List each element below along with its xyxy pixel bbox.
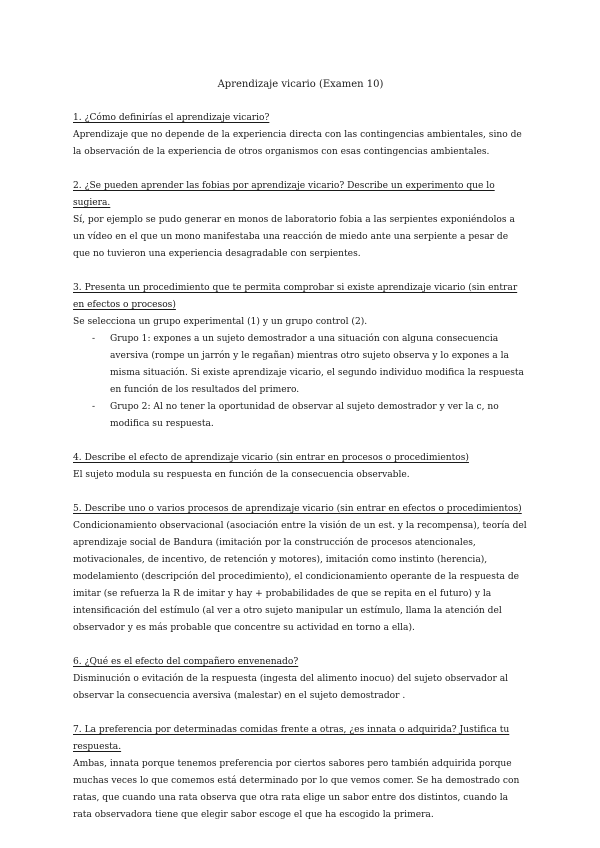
question-6: 6. ¿Qué es el efecto del compañero envenenado?: [73, 657, 299, 667]
question-block-1: [73, 110, 528, 161]
answer-6: Disminución o evitación de la respuesta (ingesta del alimento inocuo) del sujeto observador al observar la consecuencia aversiva (malestar) en el sujeto demostrador .: [73, 674, 509, 701]
question-block-7: [73, 722, 528, 824]
list-item: [92, 399, 528, 433]
answer-3-list: [73, 331, 528, 433]
list-item-text: Grupo 2: Al no tener la oportunidad de observar al sujeto demostrador y ver la c, no modifica su respuesta.: [110, 402, 499, 429]
question-2: 2. ¿Se pueden aprender las fobias por aprendizaje vicario? Describe un experimento que lo sugiera.: [73, 181, 495, 208]
question-1: 1. ¿Cómo definirías el aprendizaje vicario?: [73, 113, 270, 123]
document-title: Aprendizaje vicario (Examen 10): [217, 79, 384, 90]
question-block-4: [73, 450, 528, 484]
answer-3-intro: Se selecciona un grupo experimental (1) y un grupo control (2).: [73, 317, 368, 327]
bullet-marker: -: [92, 402, 96, 412]
question-4: 4. Describe el efecto de aprendizaje vicario (sin entrar en procesos o procedimientos): [73, 453, 469, 463]
question-7: 7. La preferencia por determinadas comidas frente a otras, ¿es innata o adquirida? Justifica tu respuesta.: [73, 725, 510, 752]
bullet-marker: -: [92, 334, 96, 344]
question-block-5: [73, 501, 528, 637]
list-item: [92, 331, 528, 399]
question-block-6: [73, 654, 528, 705]
answer-2: Sí, por ejemplo se pudo generar en monos de laboratorio fobia a las serpientes exponiéndolos a un vídeo en el que un mono manifestaba una reacción de miedo ante una serpiente a pesar de que no tuvieron una experiencia desagradable con serpientes.: [73, 215, 515, 259]
answer-1: Aprendizaje que no depende de la experiencia directa con las contingencias ambientales, sino de la observación de la experiencia de otros organismos con esas contingencias ambientales.: [73, 130, 522, 157]
answer-4: El sujeto modula su respuesta en función de la consecuencia observable.: [73, 470, 410, 480]
question-block-2: [73, 178, 528, 263]
question-3: 3. Presenta un procedimiento que te permita comprobar si existe aprendizaje vicario (sin entrar en efectos o procesos): [73, 283, 518, 310]
list-item-text: Grupo 1: expones a un sujeto demostrador a una situación con alguna consecuencia aversiva (rompe un jarrón y le regañan) mientras otro sujeto observa y lo expones a la misma situación. Si existe aprendizaje vicario, el segundo individuo modifica la respuesta en función de los resultados del primero.: [110, 334, 524, 395]
question-5: 5. Describe uno o varios procesos de aprendizaje vicario (sin entrar en efectos o procedimientos): [73, 504, 522, 514]
question-block-3: [73, 280, 528, 433]
answer-5: Condicionamiento observacional (asociación entre la visión de un est. y la recompensa), teoría del aprendizaje social de Bandura (imitación por la construcción de procesos atencionales, motivacionales, de incentivo, de retención y motores), imitación como instinto (herencia), modelamiento (descripción del procedimiento), el condicionamiento operante de la respuesta de imitar (se refuerza la R de imitar y hay + probabilidades de que se repita en el futuro) y la intensificación del estímulo (al ver a otro sujeto manipular un estímulo, llama la atención del observador y es más probable que concentre su actividad en torno a ella).: [73, 521, 527, 633]
answer-7: Ambas, innata porque tenemos preferencia por ciertos sabores pero también adquirida porque muchas veces lo que comemos está determinado por lo que vemos comer. Se ha demostrado con ratas, que cuando una rata observa que otra rata elige un sabor entre dos distintos, cuando la rata observadora tiene que elegir sabor escoge el que ha escogido la primera.: [73, 759, 520, 820]
